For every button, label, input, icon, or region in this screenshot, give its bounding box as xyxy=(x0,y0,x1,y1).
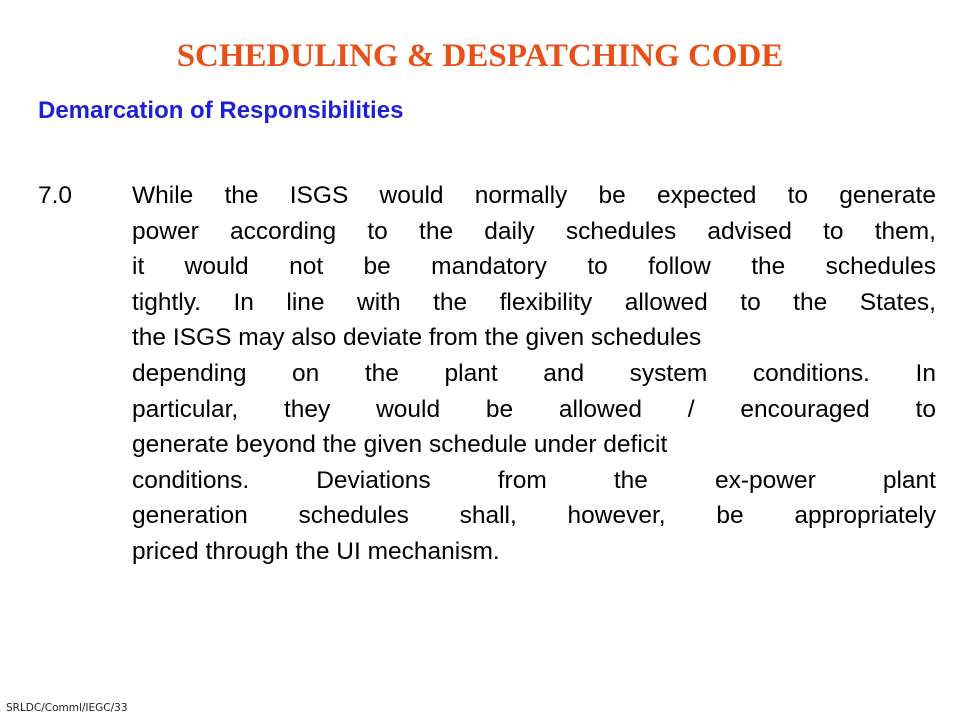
clause-line-11: priced through the UI mechanism. xyxy=(132,537,500,565)
clause-7-0 xyxy=(38,178,936,570)
clause-line-4: tightly. In line with the flexibility allowed to the States, xyxy=(132,288,936,316)
clause-number: 7.0 xyxy=(38,182,73,209)
clause-line-10: generation schedules shall, however, be appropriately xyxy=(132,502,936,530)
clause-line-5: the ISGS may also deviate from the given schedules xyxy=(132,324,702,352)
clause-line-9: conditions. Deviations from the ex-power plant xyxy=(132,466,936,494)
slide-title: SCHEDULING & DESPATCHING CODE xyxy=(176,38,784,74)
section-heading: Demarcation of Responsibilities xyxy=(38,97,404,124)
clause-line-7: particular, they would be allowed / encouraged to xyxy=(132,395,936,423)
clause-line-6: depending on the plant and system conditions. In xyxy=(132,359,936,387)
clause-line-8: generate beyond the given schedule under deficit xyxy=(132,431,668,459)
slide-footer-reference: SRLDC/Comml/IEGC/33 xyxy=(6,702,128,714)
clause-line-2: power according to the daily schedules advised to them, xyxy=(132,217,936,245)
clause-line-1: While the ISGS would normally be expected to generate xyxy=(132,182,936,209)
clause-line-3: it would not be mandatory to follow the schedules xyxy=(132,253,936,281)
clause-body xyxy=(132,178,936,570)
